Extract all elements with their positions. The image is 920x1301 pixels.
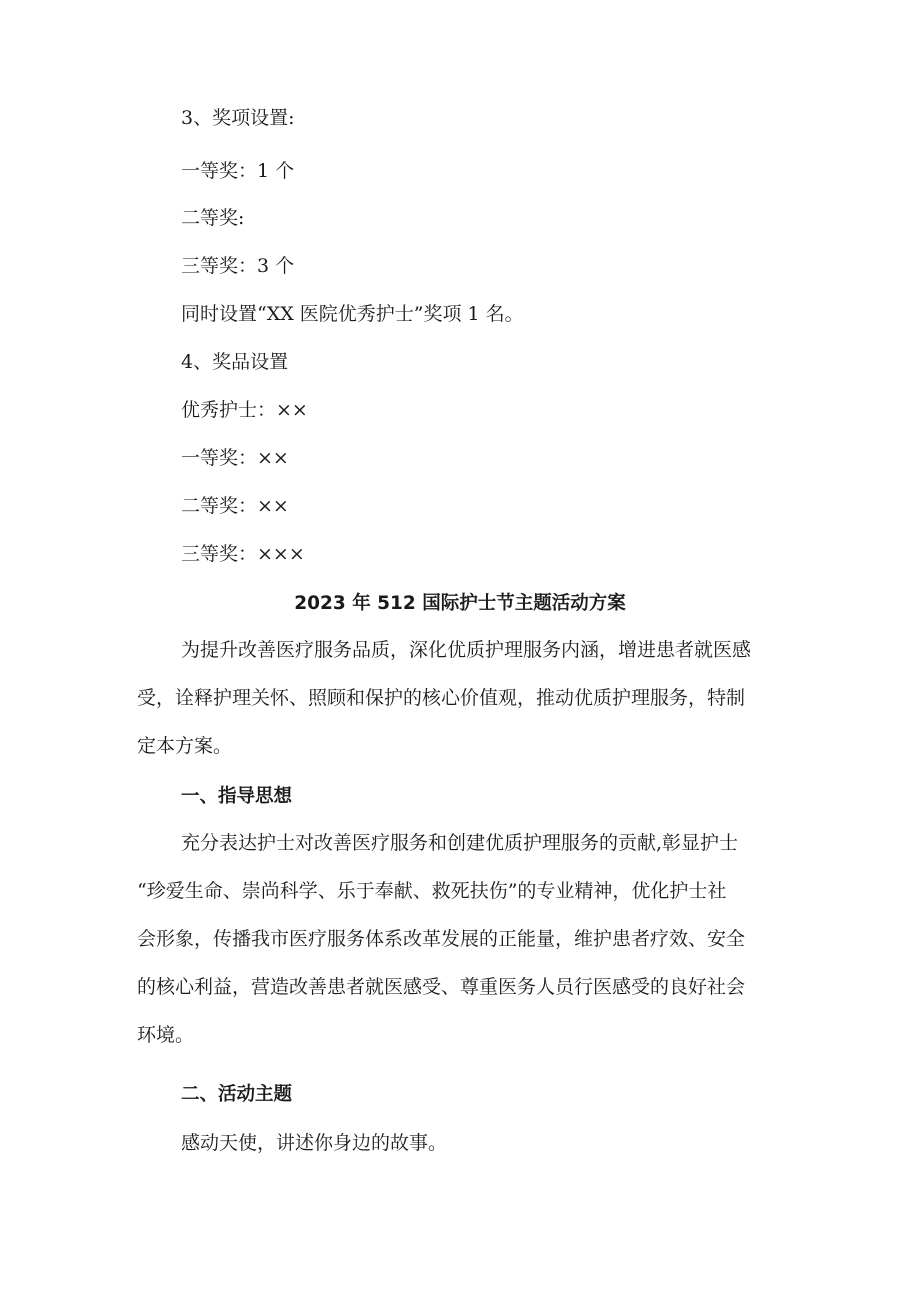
section2-text: 感动天使，讲述你身边的故事。 bbox=[181, 1132, 448, 1154]
prize-third: 三等奖：××× bbox=[181, 543, 305, 565]
section-heading-guiding: 一、指导思想 bbox=[181, 786, 293, 807]
prize-excellent: 优秀护士：×× bbox=[181, 399, 308, 421]
prizes-heading: 4、奖品设置 bbox=[181, 351, 289, 373]
section1-line: 充分表达护士对改善医疗服务和创建优质护理服务的贡献,彰显护士 bbox=[181, 832, 739, 854]
award-first: 一等奖：1 个 bbox=[181, 160, 295, 182]
intro-line: 为提升改善医疗服务品质，深化优质护理服务内涵，增进患者就医感 bbox=[181, 639, 752, 661]
award-third: 三等奖：3 个 bbox=[181, 255, 295, 277]
prize-second: 二等奖：×× bbox=[181, 495, 289, 517]
section-heading-theme: 二、活动主题 bbox=[181, 1084, 293, 1105]
award-note: 同时设置“XX 医院优秀护士”奖项 1 名。 bbox=[181, 303, 524, 325]
section1-line: “珍爱生命、崇尚科学、乐于奉献、救死扶伤”的专业精神，优化护士社 bbox=[137, 880, 727, 902]
section1-line: 环境。 bbox=[137, 1024, 195, 1046]
award-second: 二等奖: bbox=[181, 207, 245, 229]
prize-first: 一等奖：×× bbox=[181, 447, 289, 469]
intro-line: 受，诠释护理关怀、照顾和保护的核心价值观，推动优质护理服务，特制 bbox=[137, 687, 746, 709]
section1-line: 会形象，传播我市医疗服务体系改革发展的正能量，维护患者疗效、安全 bbox=[137, 928, 746, 950]
plan-title: 2023 年 512 国际护士节主题活动方案 bbox=[294, 593, 626, 614]
awards-heading: 3、奖项设置: bbox=[181, 107, 295, 129]
intro-line: 定本方案。 bbox=[137, 735, 233, 757]
section1-line: 的核心利益，营造改善患者就医感受、尊重医务人员行医感受的良好社会 bbox=[137, 976, 746, 998]
